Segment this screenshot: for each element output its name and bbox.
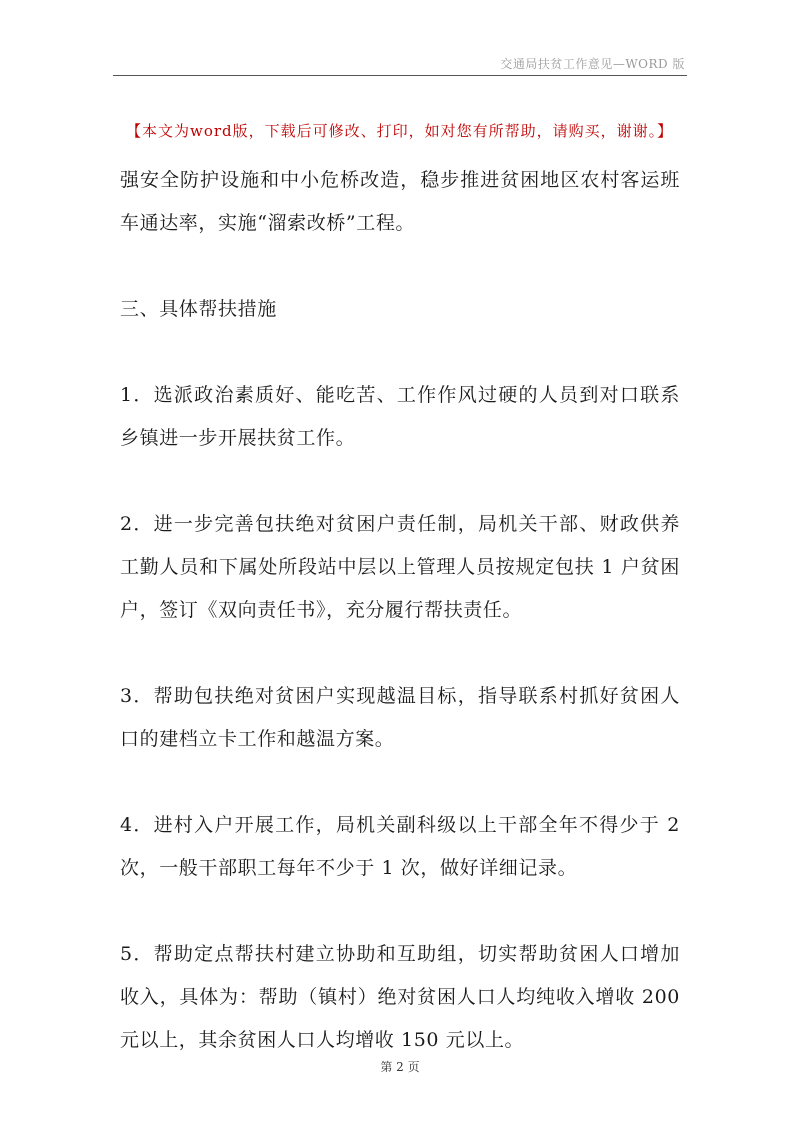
header-divider [113,75,687,76]
measure-item-1: 1．选派政治素质好、能吃苦、工作作风过硬的人员到对口联系乡镇进一步开展扶贫工作。 [120,384,680,449]
measure-item-2: 2．进一步完善包扶绝对贫困户责任制，局机关干部、财政供养工勤人员和下属处所段站中层以上管理人员按规定包扶 1 户贫困户，签订《双向责任书》，充分履行帮扶责任。 [120,513,680,621]
page-number: 第 2 页 [380,1060,420,1074]
section-heading: 三、具体帮扶措施 [120,298,277,320]
measure-item-3: 3．帮助包扶绝对贫困户实现越温目标，指导联系村抓好贫困人口的建档立卡工作和越温方案。 [120,685,680,750]
running-header: 交通局扶贫工作意见—WORD 版 [500,57,685,71]
measure-item-5: 5．帮助定点帮扶村建立协助和互助组，切实帮助贫困人口增加收入，具体为：帮助（镇村）绝对贫困人口人均纯收入增收 200 元以上，其余贫困人口人均增收 150 元以上。 [120,943,680,1051]
measure-item-4: 4．进村入户开展工作，局机关副科级以上干部全年不得少于 2 次，一般干部职工每年不少于 1 次，做好详细记录。 [120,814,680,879]
purchase-notice: 【本文为word版，下载后可修改、打印，如对您有所帮助，请购买，谢谢。】 [126,122,674,140]
document-body [120,159,680,1062]
paragraph-continuation: 强安全防护设施和中小危桥改造，稳步推进贫困地区农村客运班车通达率，实施“溜索改桥”工程。 [120,169,680,234]
